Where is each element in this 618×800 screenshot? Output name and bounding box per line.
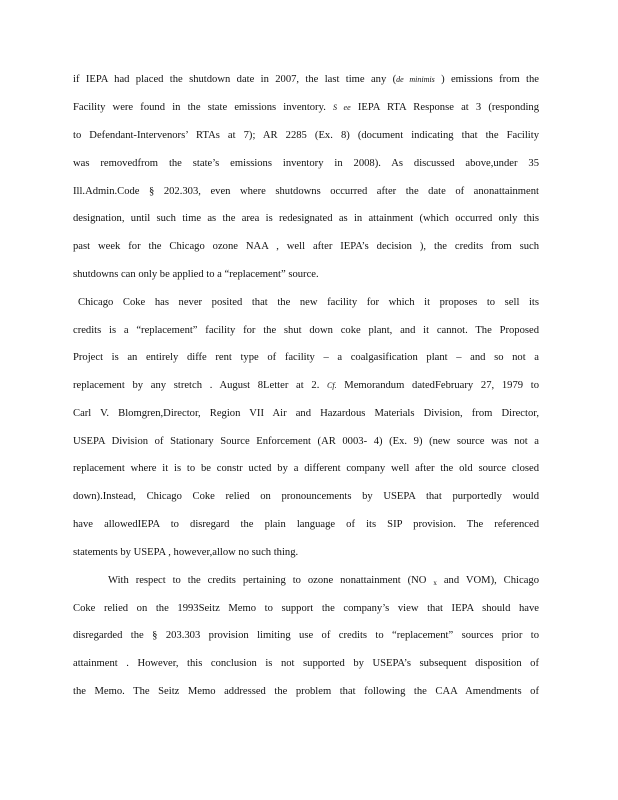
text-line xyxy=(73,351,539,365)
text-line xyxy=(73,240,539,254)
text-run: replacement where it is to be constr ucted by a different company well after the old source closed xyxy=(73,463,539,474)
text-run: if IEPA had placed the shutdown date in 2007, the last time any ( xyxy=(73,74,397,85)
text-line xyxy=(73,129,539,143)
text-run: credits is a “replacement” facility for the shut down coke plant, and it cannot. The Proposed xyxy=(73,325,539,336)
text-run: With respect to the credits pertaining to ozone nonattainment (NO xyxy=(108,575,434,586)
text-run: down).Instead, Chicago Coke relied on pronouncements by USEPA that purportedly would xyxy=(73,491,539,502)
text-run: Coke relied on the 1993Seitz Memo to support the company’s view that IEPA should have xyxy=(73,603,539,614)
text-line xyxy=(73,657,539,671)
text-run: designation, until such time as the area is redesignated as in attainment (which occurred only this xyxy=(73,213,539,224)
text-run: was removedfrom the state’s emissions inventory in 2008). As discussed above,under 35 xyxy=(73,158,539,169)
text-line xyxy=(73,629,539,643)
text-run: the Memo. The Seitz Memo addressed the problem that following the CAA Amendments of xyxy=(73,686,539,697)
text-run: ) emissions from the xyxy=(434,74,539,85)
text-line xyxy=(73,73,539,87)
text-run: Ill.Admin.Code § 202.303, even where shutdowns occurred after the date of anonattainment xyxy=(73,186,539,197)
text-line xyxy=(108,574,539,590)
text-line xyxy=(73,157,539,171)
text-run: and VOM), Chicago xyxy=(436,575,539,586)
text-run: statements by USEPA , however,allow no such thing. xyxy=(73,547,299,558)
italic-text: de minimis xyxy=(396,75,435,84)
text-run: attainment . However, this conclusion is not supported by USEPA’s subsequent disposition of xyxy=(73,658,539,669)
text-run: have allowedIEPA to disregard the plain language of its SIP provision. The referenced xyxy=(73,519,539,530)
text-run: shutdowns can only be applied to a “replacement” source. xyxy=(73,269,319,280)
italic-text: S ee xyxy=(333,103,351,112)
text-run: Facility were found in the state emissions inventory. xyxy=(73,102,334,113)
text-run: replacement by any stretch . August 8Letter at 2. xyxy=(73,380,328,391)
text-line xyxy=(73,546,539,560)
text-line xyxy=(73,435,539,449)
italic-text: Cf. xyxy=(327,381,337,390)
text-run: USEPA Division of Stationary Source Enforcement (AR 0003- 4) (Ex. 9) (new source was not a xyxy=(73,436,539,447)
text-line xyxy=(73,462,539,476)
text-line xyxy=(73,185,539,199)
text-run: Project is an entirely diffe rent type of facility – a coalgasification plant – and so not a xyxy=(73,352,539,363)
text-run: disregarded the § 203.303 provision limiting use of credits to “replacement” sources prior to xyxy=(73,630,539,641)
text-line xyxy=(78,296,539,310)
text-line xyxy=(73,407,539,421)
text-run: to Defendant-Intervenors’ RTAs at 7); AR 2285 (Ex. 8) (document indicating that the Facility xyxy=(73,130,539,141)
text-run: past week for the Chicago ozone NAA , well after IEPA’s decision ), the credits from such xyxy=(73,241,539,252)
text-run: Memorandum datedFebruary 27, 1979 to xyxy=(336,380,539,391)
text-line xyxy=(73,101,539,115)
text-line xyxy=(73,602,539,616)
text-line xyxy=(73,212,539,226)
text-line xyxy=(73,268,539,282)
text-line xyxy=(73,379,539,393)
text-line xyxy=(73,324,539,338)
text-run: Chicago Coke has never posited that the new facility for which it proposes to sell its xyxy=(78,297,539,308)
subscript-text: x xyxy=(433,579,437,587)
text-line xyxy=(73,518,539,532)
text-run: IEPA RTA Response at 3 (responding xyxy=(350,102,539,113)
text-line xyxy=(73,490,539,504)
text-line xyxy=(73,685,539,699)
text-run: Carl V. Blomgren,Director, Region VII Air and Hazardous Materials Division, from Director, xyxy=(73,408,539,419)
